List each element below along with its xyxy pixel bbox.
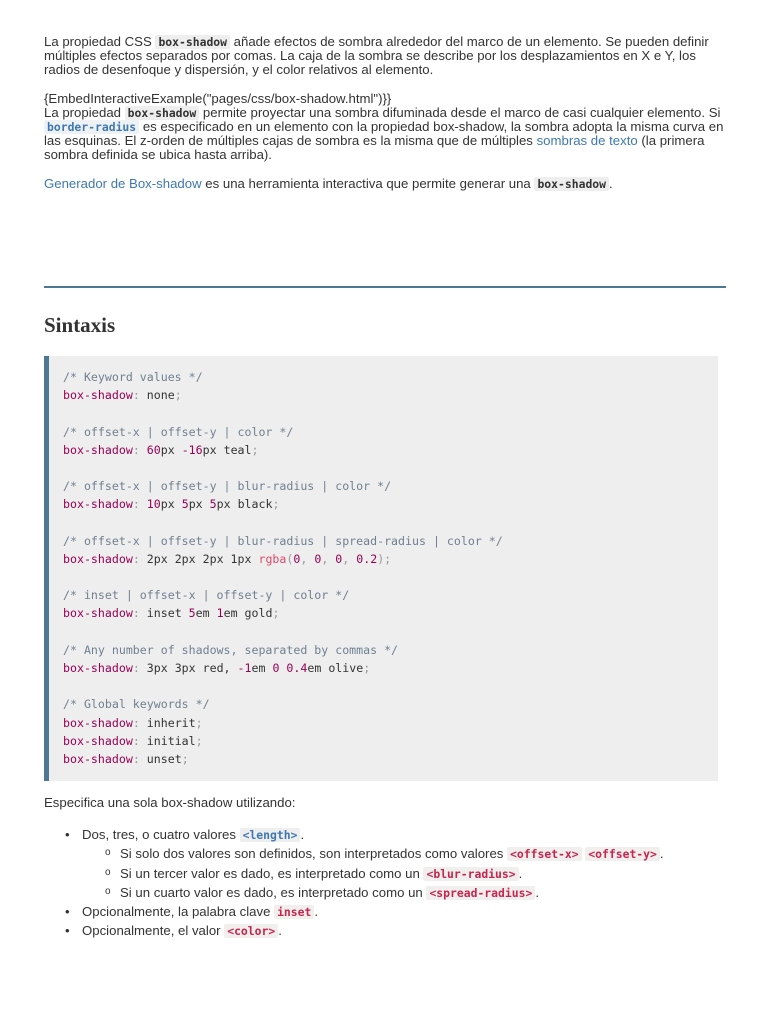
code-comment: /* inset | offset-x | offset-y | color */ bbox=[63, 588, 350, 603]
code-line: box-shadow: 3px 3px red, -1em 0 0.4em olive; bbox=[63, 661, 371, 675]
code-property: box-shadow bbox=[63, 606, 133, 621]
code-value: px bbox=[160, 442, 182, 457]
code-number: 5 bbox=[209, 497, 217, 512]
code-property: box-shadow bbox=[63, 388, 133, 403]
code-line bbox=[63, 423, 718, 441]
code-line bbox=[63, 368, 718, 386]
code-value: em bbox=[195, 606, 217, 621]
code-comment: /* Global keywords */ bbox=[63, 697, 210, 712]
code-value: px teal bbox=[202, 442, 252, 457]
code-number: 0 bbox=[335, 551, 343, 566]
values-section bbox=[44, 796, 734, 943]
code-line: box-shadow: inset 5em 1em gold; bbox=[63, 606, 280, 621]
text: Si un cuarto valor es dado, es interpretado como un bbox=[120, 884, 427, 900]
code-value: em bbox=[251, 661, 273, 675]
code-number: -16 bbox=[181, 442, 203, 457]
code-line bbox=[63, 532, 718, 550]
sub-list-item bbox=[82, 847, 734, 861]
text: añade efectos de sombra alrededor del marco de un elemento. Se pueden definir múltiples efectos separados por comas. La caja de la sombra se describe por los desplazamientos en X e Y, los radios de desenfoque y dispersión, y el color relativos al elemento. bbox=[44, 34, 709, 78]
text: . bbox=[535, 884, 539, 900]
code-value: inset bbox=[146, 606, 189, 621]
code-property: box-shadow bbox=[63, 497, 133, 512]
section-heading: Sintaxis bbox=[44, 313, 116, 337]
text: La propiedad CSS bbox=[44, 34, 156, 49]
description-paragraph bbox=[44, 92, 726, 163]
code-line: box-shadow: 2px 2px 2px 1px rgba(0, 0, 0, 0.2); bbox=[63, 551, 392, 566]
code-value: none bbox=[146, 388, 175, 403]
inline-code: <blur-radius> bbox=[423, 867, 518, 881]
code-line: box-shadow: 10px 5px 5px black; bbox=[63, 497, 280, 512]
inline-code: <offset-x> bbox=[507, 847, 582, 861]
box-shadow-generator-link[interactable]: Generador de Box-shadow bbox=[44, 175, 202, 191]
text: es una herramienta interactiva que permite generar una bbox=[201, 175, 535, 191]
code-comment: /* offset-x | offset-y | blur-radius | spread-radius | color */ bbox=[63, 533, 503, 548]
values-lead: Especifica una sola box-shadow utilizando: bbox=[44, 795, 296, 810]
code-property: box-shadow bbox=[63, 751, 133, 766]
text: . bbox=[300, 827, 305, 843]
code-value: px bbox=[160, 497, 182, 512]
code-value: 3px 3px red, bbox=[146, 661, 238, 675]
code-property: box-shadow bbox=[63, 715, 133, 730]
code-value: inherit bbox=[146, 715, 196, 730]
code-property: box-shadow bbox=[63, 551, 133, 566]
code-number: 1 bbox=[216, 606, 224, 621]
code-property: box-shadow bbox=[63, 661, 133, 675]
section-divider bbox=[44, 286, 726, 288]
inline-code-link[interactable]: border-radius bbox=[44, 120, 139, 134]
code-line bbox=[63, 477, 718, 495]
text: permite proyectar una sombra difuminada desde el marco de casi cualquier elemento. Si bbox=[199, 104, 721, 120]
text: . bbox=[609, 175, 613, 191]
text: Dos, tres, o cuatro valores bbox=[82, 827, 240, 843]
inline-code: box-shadow bbox=[155, 35, 230, 49]
sub-list-item bbox=[82, 886, 734, 900]
code-number: 10 bbox=[146, 497, 161, 512]
code-number: 5 bbox=[181, 497, 189, 512]
code-value: em olive bbox=[307, 661, 364, 675]
code-line: box-shadow: 60px -16px teal; bbox=[63, 442, 259, 457]
code-line bbox=[63, 695, 718, 713]
code-number: 60 bbox=[146, 442, 161, 457]
code-number: 0.4 bbox=[286, 661, 308, 675]
text-shadow-link[interactable]: sombras de texto bbox=[536, 133, 638, 149]
list-item bbox=[44, 905, 734, 919]
text: Opcionalmente, la palabra clave bbox=[82, 904, 275, 920]
text: (la primera sombra definida se ubica hasta arriba). bbox=[44, 133, 705, 163]
code-comment: /* Any number of shadows, separated by commas */ bbox=[63, 642, 399, 657]
text: Opcionalmente, el valor bbox=[82, 923, 225, 939]
code-value: initial bbox=[146, 733, 196, 748]
code-property: box-shadow bbox=[63, 442, 133, 457]
inline-code: <length> bbox=[240, 828, 301, 842]
text: . bbox=[314, 904, 319, 920]
syntax-code-block bbox=[44, 356, 718, 781]
inline-code: <color> bbox=[224, 924, 278, 938]
code-number: 0 bbox=[314, 551, 322, 566]
code-comment: /* offset-x | offset-y | color */ bbox=[63, 424, 294, 439]
sub-list bbox=[82, 847, 734, 900]
code-line: box-shadow: unset; bbox=[63, 751, 189, 766]
code-value: 2px 2px 2px 1px bbox=[146, 551, 259, 566]
code-line bbox=[63, 586, 718, 604]
inline-code: inset bbox=[274, 905, 314, 919]
inline-code: <offset-y> bbox=[585, 847, 660, 861]
code-comment: /* Keyword values */ bbox=[63, 370, 203, 384]
code-function: rgba bbox=[258, 551, 287, 566]
text: La propiedad bbox=[44, 104, 125, 120]
code-value: px bbox=[188, 497, 210, 512]
text: . bbox=[518, 865, 523, 881]
code-number: 0 bbox=[272, 661, 280, 675]
code-number: 0.2 bbox=[356, 551, 378, 566]
border-radius-link[interactable] bbox=[44, 119, 139, 134]
text: Si un tercer valor es dado, es interpretado como un bbox=[120, 865, 424, 881]
intro-section bbox=[44, 35, 726, 191]
text: es especificado en un elemento con la propiedad box-shadow, la sombra adopta la misma curva en las esquinas. El z-orden de múltiples cajas de sombra es la misma que de múltiples bbox=[44, 119, 724, 149]
intro-paragraph bbox=[44, 35, 726, 78]
code-line bbox=[63, 641, 718, 659]
code-comment: /* offset-x | offset-y | blur-radius | color */ bbox=[63, 479, 392, 494]
embed-macro-text: {EmbedInteractiveExample("pages/css/box-shadow.html")}} bbox=[44, 90, 392, 106]
code-line: box-shadow: initial; bbox=[63, 733, 203, 748]
code-line: box-shadow: none; bbox=[63, 388, 182, 403]
code-number: 5 bbox=[188, 606, 196, 621]
inline-code: box-shadow bbox=[125, 106, 200, 120]
list-item bbox=[44, 924, 734, 938]
inline-code: box-shadow bbox=[534, 177, 609, 191]
values-list bbox=[44, 828, 734, 938]
code-value: px black bbox=[216, 497, 273, 512]
code-property: box-shadow bbox=[63, 733, 133, 748]
list-item bbox=[44, 828, 734, 900]
text: Si solo dos valores son definidos, son interpretados como valores bbox=[120, 846, 508, 862]
text: . bbox=[278, 923, 282, 939]
code-number: 0 bbox=[293, 551, 301, 566]
code-value: unset bbox=[146, 751, 182, 766]
sub-list-item bbox=[82, 867, 734, 881]
inline-code: <spread-radius> bbox=[426, 886, 535, 900]
code-number: -1 bbox=[237, 661, 252, 675]
code-value: em gold bbox=[223, 606, 273, 621]
generator-paragraph bbox=[44, 177, 726, 191]
text: . bbox=[659, 846, 664, 862]
code-line: box-shadow: inherit; bbox=[63, 715, 203, 730]
